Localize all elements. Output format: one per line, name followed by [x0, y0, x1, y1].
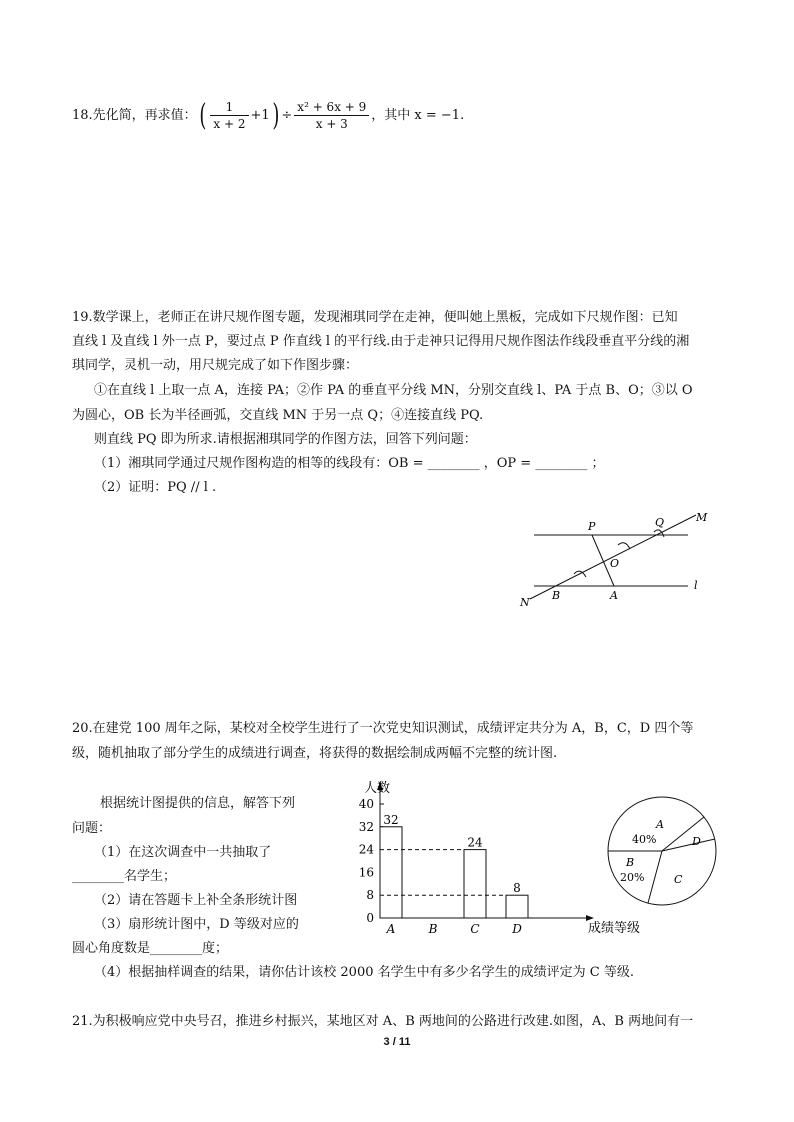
x-tick-label: D [512, 922, 522, 936]
q20-left-7: 圆心角度数是________度； [72, 941, 229, 956]
y-tick-label: 32 [358, 819, 374, 834]
label-b: B [552, 589, 561, 602]
pie-pct-a: 40% [632, 833, 657, 846]
q20-left-4: ________名学生； [72, 869, 177, 884]
y-tick-label: 8 [366, 888, 374, 903]
q18-expression: 18.先化简，再求值：( $\frac{1}{x + 2}$ +1) ÷ $\frac{\text{x² + 6x + 9}}{x + 3}$ ，其中 x = −1. [72, 97, 465, 133]
q21-line-1: 21.为积极响应党中央号召，推进乡村振兴，某地区对 A、B 两地间的公路进行改建.如图，A、B 两地间有一 [72, 1014, 694, 1029]
q19-line-1: 19.数学课上，老师正在讲尺规作图专题，发现湘琪同学在走神，便叫她上黑板，完成如下尺规作图：已知 [72, 310, 678, 325]
bar-C [464, 850, 486, 918]
q20-left-5: （2）请在答题卡上补全条形统计图 [94, 893, 298, 908]
label-q: Q [655, 516, 665, 529]
q20-left-2: 问题： [72, 821, 112, 836]
q19-line-7: （1）湘琪同学通过尺规作图构造的相等的线段有：OB = ________ ，OP = ________ ； [94, 456, 605, 471]
q19-line-6: 则直线 PQ 即为所求.请根据湘琪同学的作图方法，回答下列问题： [94, 432, 477, 447]
page-number: 3 / 11 [383, 1036, 411, 1048]
bar-A [380, 827, 402, 918]
label-n: N [520, 596, 530, 609]
q19-line-8: （2）证明：PQ // l . [94, 480, 217, 495]
label-a: A [610, 589, 618, 602]
q20-left-1: 根据统计图提供的信息，解答下列 [100, 796, 296, 811]
y-tick-label: 24 [358, 842, 374, 857]
data-label-D: 8 [513, 881, 521, 896]
label-l: l [694, 579, 698, 592]
q20-left-6: （3）扇形统计图中，D 等级对应的 [94, 917, 299, 932]
label-p: P [588, 520, 596, 533]
label-m: M [696, 511, 708, 524]
q19-line-2: 直线 l 及直线 l 外一点 P，要过点 P 作直线 l 的平行线.由于走神只记得用尺规作图法作线段垂直平分线的湘 [72, 334, 690, 349]
x-tick-label: B [428, 922, 438, 936]
q19-line-3: 琪同学，灵机一动，用尺规完成了如下作图步骤： [72, 358, 359, 373]
data-label-A: 32 [383, 812, 399, 827]
q19-line-5: 为圆心，OB 长为半径画弧，交直线 MN 于另一点 Q；④连接直线 PQ. [72, 408, 484, 423]
bar-D [506, 895, 528, 918]
label-o: O [610, 557, 620, 570]
pie-label-b: B [626, 856, 635, 869]
x-tick-label: A [386, 922, 396, 936]
q20-line-2: 级，随机抽取了部分学生的成绩进行调查，将获得的数据绘制成两幅不完整的统计图. [72, 746, 558, 761]
data-label-C: 24 [467, 835, 483, 850]
q18-prefix: 18.先化简，再求值： [72, 108, 197, 123]
x-tick-label: C [470, 922, 480, 936]
x-axis-label: 成绩等级 [588, 921, 641, 936]
q18-fraction-2: $\frac{\text{x² + 6x + 9}}{x + 3}$ [294, 99, 369, 132]
arc-mark-2 [618, 543, 630, 549]
y-tick-label: 0 [366, 911, 374, 925]
q19-line-4: ①在直线 l 上取一点 A，连接 PA；②作 PA 的垂直平分线 MN，分别交直线 l、PA 于点 B、O；③以 O [94, 383, 693, 398]
y-tick-label: 16 [358, 865, 374, 880]
q20-left-3: （1）在这次调查中一共抽取了 [94, 845, 272, 860]
q18-fraction-1: $\frac{1}{x + 2}$ [210, 99, 248, 132]
pie-label-a: A [656, 818, 664, 831]
pie-pct-b: 20% [620, 871, 645, 884]
y-axis-label: 人数 [364, 781, 391, 796]
q20-line-1: 20.在建党 100 周年之际，某校对全校学生进行了一次党史知识测试，成绩评定共分为 A，B，C，D 四个等 [72, 721, 694, 736]
q18-suffix: ，其中 x = −1. [371, 108, 465, 123]
q20-line-last: （4）根据抽样调查的结果，请你估计该校 2000 名学生中有多少名学生的成绩评定为 C 等级. [94, 965, 634, 980]
y-tick-label: 40 [358, 797, 374, 811]
q19-figure [510, 505, 730, 610]
pie-chart [600, 795, 726, 915]
pie-label-c: C [674, 873, 683, 886]
pie-label-d: D [692, 835, 701, 848]
